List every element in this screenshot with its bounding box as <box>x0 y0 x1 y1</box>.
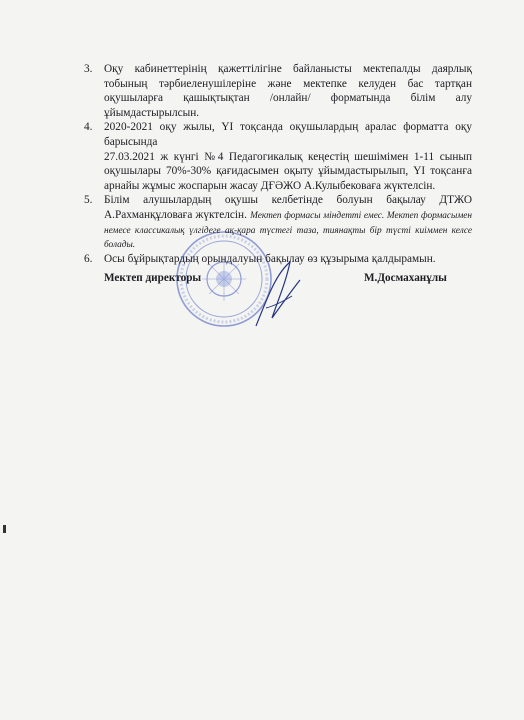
order-list <box>84 62 472 266</box>
item-text <box>104 193 472 251</box>
list-item-3 <box>84 62 472 120</box>
item-number: 6. <box>84 252 93 265</box>
list-item-6 <box>84 252 472 267</box>
item-text-continuation: 27.03.2021 ж күнгі №4 Педагогикалық кеңестің шешімімен 1-11 сынып оқушылары 70%-30% қағидасымен оқыту ұйымдастырылып, ҮІ тоқсанға арнайы жұмыс жоспарын жасау ДҒӘЖО А.Кулыбековаға жүктелсін. <box>104 150 472 192</box>
item-number: 5. <box>84 194 93 207</box>
handwritten-signature <box>248 256 308 336</box>
list-item-5 <box>84 193 472 251</box>
edge-mark <box>3 525 6 533</box>
item-text: 2020-2021 оқу жылы, ҮІ тоқсанда оқушылардың аралас форматта оқу барысында <box>104 121 472 148</box>
director-title: Мектеп директоры <box>104 272 202 284</box>
item-text-main: Білім алушылардың оқушы келбетінде болуын бақылау ДТЖО А.Рахманқұловаға жүктелсін. <box>104 194 472 221</box>
uniform-note: Мектеп формасы міндетті емес. Мектеп формасымен немесе классикалық үлгідеге ақ-қара түстегі таза, тиянақты бір түсті киіммен келсе болады. <box>104 210 472 251</box>
item-text: Оқу кабинеттерінің қажеттілігіне байланысты мектепалды даярлық тобының тәрбиеленушілеріне және мектепке келуден бас тартқан оқушыларға қашықтықтан /онлайн/ форматында білім алу ұйымдастырылсын. <box>104 63 472 119</box>
signature-block <box>104 272 464 284</box>
director-name: М.Досмаханұлы <box>364 272 447 284</box>
item-text: Осы бұйрықтардың орындалуын бақылау өз құзырыма қалдырамын. <box>104 252 436 265</box>
list-item-4 <box>84 120 472 193</box>
item-number: 4. <box>84 121 93 134</box>
item-number: 3. <box>84 63 93 75</box>
